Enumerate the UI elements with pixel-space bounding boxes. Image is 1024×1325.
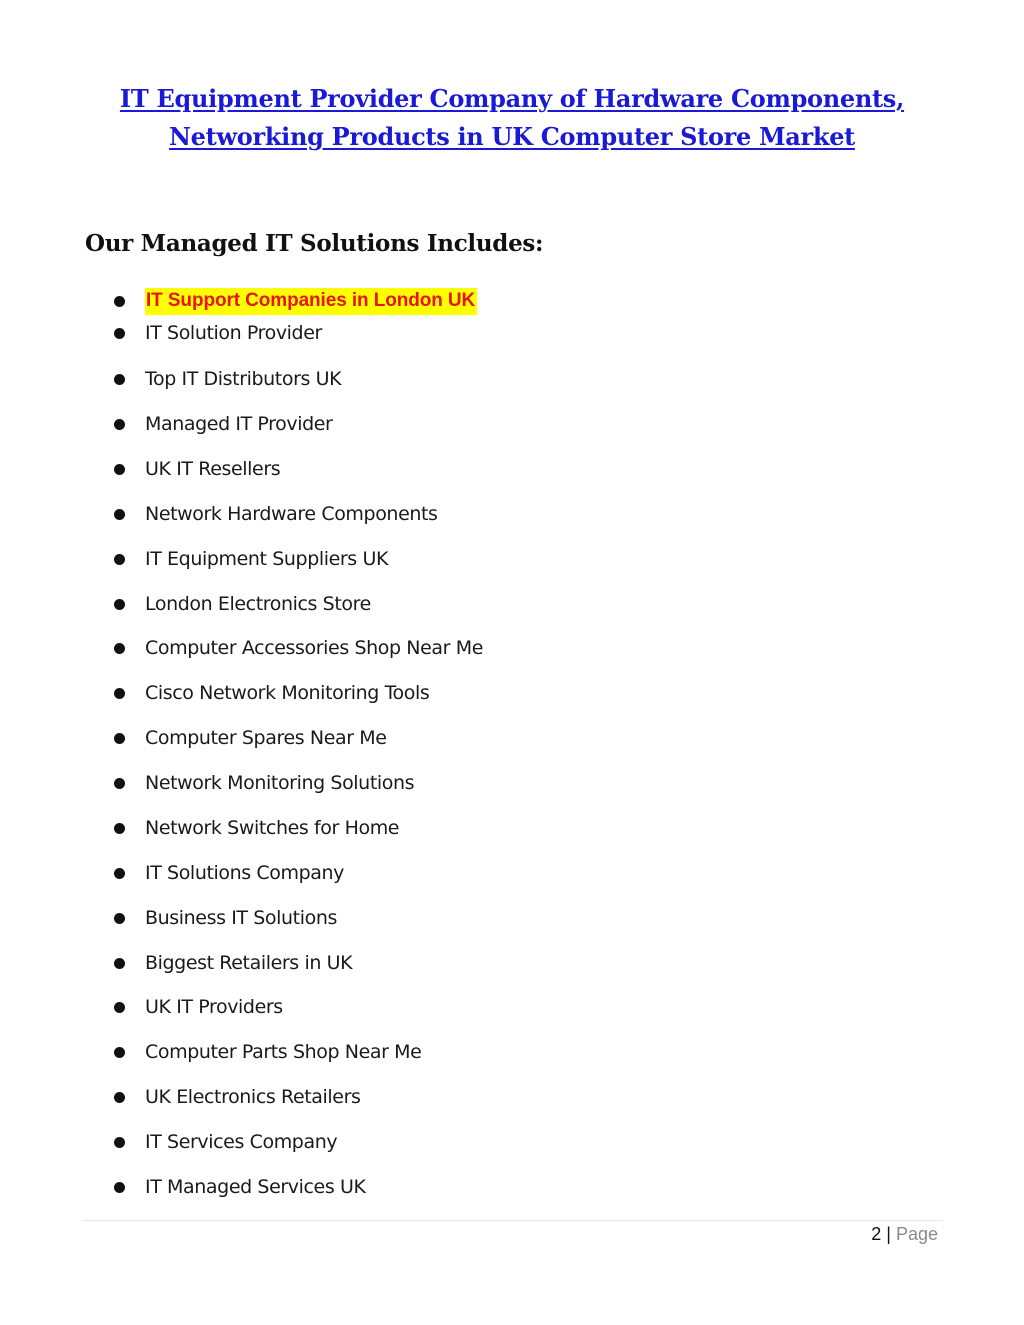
list-item — [110, 318, 322, 348]
title-link-line-1[interactable]: IT Equipment Provider Company of Hardware Components, — [119, 84, 905, 113]
list-item-text: Business IT Solutions — [145, 907, 337, 929]
list-item-text: Network Monitoring Solutions — [145, 772, 415, 794]
page-footer — [0, 1222, 938, 1246]
list-item — [110, 723, 387, 753]
bullet-icon — [114, 328, 125, 339]
list-item — [110, 633, 483, 663]
bullet-icon — [114, 599, 125, 610]
document-title — [0, 80, 1024, 156]
list-item — [110, 768, 414, 798]
list-item — [110, 1037, 421, 1067]
list-item-text: Computer Accessories Shop Near Me — [145, 637, 483, 659]
bullet-icon — [114, 1047, 125, 1058]
list-item-text: London Electronics Store — [145, 593, 371, 615]
bullet-icon — [114, 958, 125, 969]
bullet-icon — [114, 823, 125, 834]
list-item — [110, 1127, 337, 1157]
list-item — [110, 813, 399, 843]
list-item-text: Biggest Retailers in UK — [145, 952, 353, 974]
bullet-icon — [114, 868, 125, 879]
list-item — [110, 589, 371, 619]
list-item — [110, 364, 341, 394]
bullet-icon — [114, 643, 125, 654]
list-item-text: IT Solutions Company — [145, 862, 344, 884]
list-item-text: Computer Spares Near Me — [145, 727, 387, 749]
bullet-icon — [114, 1092, 125, 1103]
highlighted-list-item-text: IT Support Companies in London UK — [145, 288, 477, 315]
list-item-text: Managed IT Provider — [145, 413, 333, 435]
list-item — [110, 544, 388, 574]
bullet-icon — [114, 1137, 125, 1148]
bullet-icon — [114, 688, 125, 699]
page-label: Page — [895, 1224, 938, 1244]
bullet-icon — [114, 509, 125, 520]
list-item-text: UK Electronics Retailers — [145, 1086, 361, 1108]
bullet-icon — [114, 296, 125, 307]
list-item — [110, 678, 429, 708]
list-item — [110, 858, 344, 888]
bullet-icon — [114, 778, 125, 789]
list-item — [110, 499, 438, 529]
section-heading: Our Managed IT Solutions Includes: — [85, 230, 544, 257]
page-number: 2 — [871, 1224, 882, 1244]
list-item-text: UK IT Resellers — [145, 458, 281, 480]
bullet-icon — [114, 1182, 125, 1193]
bullet-icon — [114, 554, 125, 565]
footer-divider — [82, 1220, 943, 1221]
list-item-text: Top IT Distributors UK — [145, 368, 342, 390]
list-item-text: IT Services Company — [145, 1131, 338, 1153]
list-item — [110, 454, 280, 484]
list-item-text: IT Equipment Suppliers UK — [145, 548, 389, 570]
bullet-icon — [114, 419, 125, 430]
list-item — [110, 1172, 366, 1202]
list-item — [110, 992, 283, 1022]
list-item-text: Network Switches for Home — [145, 817, 400, 839]
title-link-line-2[interactable]: Networking Products in UK Computer Store Market — [169, 122, 855, 151]
list-item-text: Network Hardware Components — [145, 503, 438, 525]
list-item-text: IT Solution Provider — [145, 322, 322, 344]
list-item-text: Computer Parts Shop Near Me — [145, 1041, 422, 1063]
list-item — [110, 1082, 361, 1112]
list-item — [110, 948, 352, 978]
bullet-icon — [114, 913, 125, 924]
bullet-icon — [114, 464, 125, 475]
list-item-text: UK IT Providers — [145, 996, 283, 1018]
list-item — [110, 286, 477, 316]
list-item-text: IT Managed Services UK — [145, 1176, 366, 1198]
list-item — [110, 409, 332, 439]
bullet-icon — [114, 733, 125, 744]
bullet-icon — [114, 374, 125, 385]
list-item — [110, 903, 337, 933]
page-separator: | — [886, 1224, 891, 1244]
bullet-icon — [114, 1002, 125, 1013]
list-item-text: Cisco Network Monitoring Tools — [145, 682, 430, 704]
